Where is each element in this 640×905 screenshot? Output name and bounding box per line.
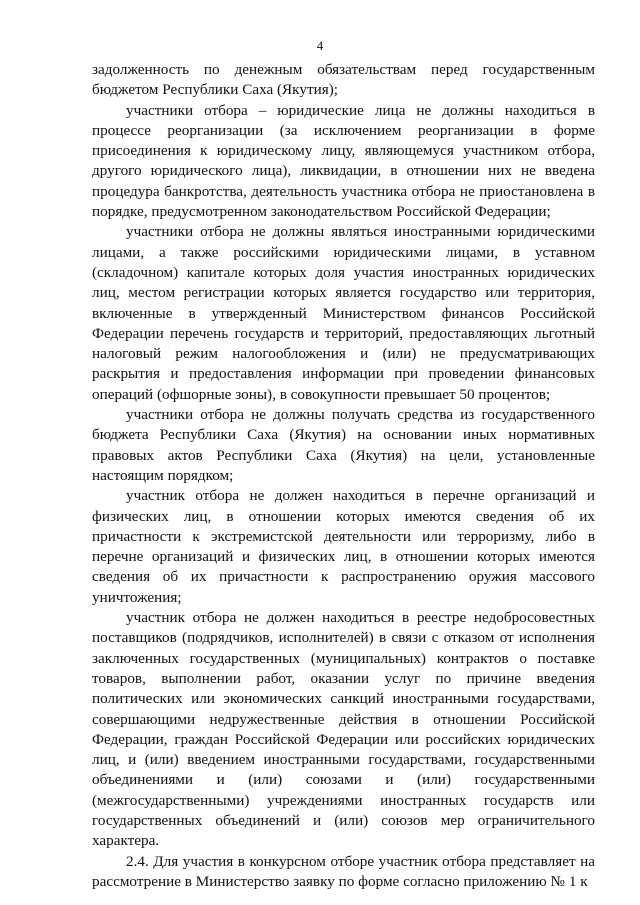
paragraph-extremism-list: участник отбора не должен находиться в перечне организаций и физических лиц, в отношении которых имеются сведения об их причастности к экстремистской деятельности или терроризму, либо в перечне организаций и физических лиц, в отношении которых имеются сведения об их причастности к распространению оружия массового уничтожения; — [92, 487, 595, 606]
document-body — [92, 60, 595, 892]
paragraph-debt-continuation: задолженность по денежным обязательствам перед государственным бюджетом Республики Саха (Якутия); — [92, 61, 595, 99]
paragraph-other-funding: участники отбора не должны получать средства из государственного бюджета Республики Саха (Якутия) на основании иных нормативных правовых актов Республики Саха (Якутия) на цели, установленные настоящим порядком; — [92, 406, 595, 484]
paragraph-foreign-entities: участники отбора не должны являться иностранными юридическими лицами, а также российскими юридическими лицами, в уставном (складочном) капитале которых доля участия иностранных юридических лиц, местом регистрации которых является государство или территория, включенные в утвержденный Министерством финансов Российской Федерации перечень государств и территорий, предоставляющих льготный налоговый режим налогообложения и (или) не предусматривающих раскрытия и предоставления информации при проведении финансовых операций (офшорные зоны), в совокупности превышает 50 процентов; — [92, 223, 595, 403]
paragraph-reorganization: участники отбора – юридические лица не должны находиться в процессе реорганизации (за исключением реорганизации в форме присоединения к юридическому лицу, являющемуся участником отбора, другого юридического лица), ликвидации, в отношении них не введена процедура банкротства, деятельность участника отбора не приостановлена в порядке, предусмотренном законодательством Российской Федерации; — [92, 101, 595, 221]
page-number: 4 — [316, 38, 324, 53]
paragraph-unfair-suppliers: участник отбора не должен находиться в реестре недобросовестных поставщиков (подрядчиков, исполнителей) в связи с отказом от исполнения заключенных государственных (муниципальных) контрактов о поставке товаров, выполнении работ, оказании услуг по причине введения политических или экономических санкций иностранными государствами, совершающими недружественные действия в отношении Российской Федерации, граждан Российской Федерации или российских юридических лиц, и (или) введением иностранными государствами, государственными объединениями и (или) союзами и (или) государственными (межгосударственными) учреждениями иностранных государств или государственных объединений и (или) союзов мер ограничительного характера. — [92, 609, 595, 850]
paragraph-section-2-4: 2.4. Для участия в конкурсном отборе участник отбора представляет на рассмотрение в Министерство заявку по форме согласно приложению № 1 к — [92, 852, 595, 890]
